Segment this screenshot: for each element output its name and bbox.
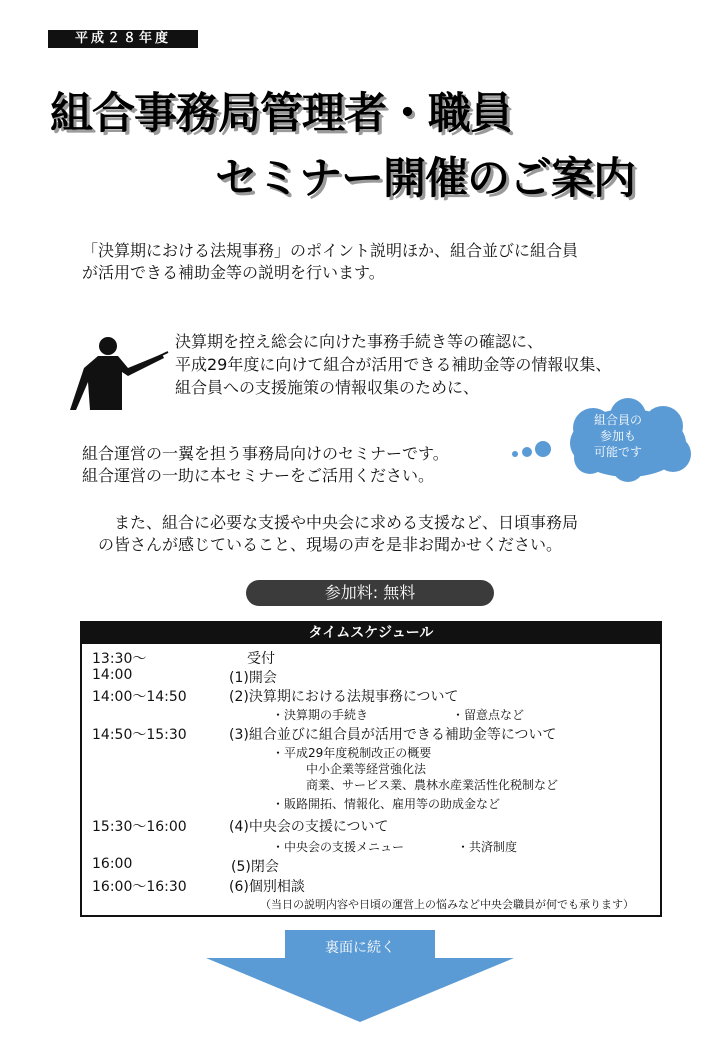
bubble-line: 可能です bbox=[593, 445, 642, 459]
closing-line: また、組合に必要な支援や中央会に求める支援など、日頃事務局 bbox=[98, 513, 579, 532]
schedule-time: 14:00 bbox=[92, 667, 133, 683]
presenter-silhouette-icon bbox=[70, 332, 170, 412]
schedule-subitem: ・販路開拓、情報化、雇用等の助成金など bbox=[272, 797, 501, 811]
closing-line: の皆さんが感じていること、現場の声を是非お聞かせください。 bbox=[98, 535, 563, 554]
schedule-item: 受付 bbox=[247, 651, 275, 667]
schedule-item: (6)個別相談 bbox=[229, 879, 305, 895]
schedule-subitem: ・留意点など bbox=[452, 708, 525, 722]
schedule-item: (1)開会 bbox=[229, 670, 277, 686]
schedule-time: 14:00〜14:50 bbox=[92, 689, 187, 705]
schedule-title: タイムスケジュール bbox=[82, 623, 660, 644]
target-line: 組合運営の一助に本セミナーをご活用ください。 bbox=[82, 466, 435, 485]
schedule-subitem: 商業、サービス業、農林水産業活性化税制など bbox=[306, 778, 559, 792]
schedule-table bbox=[80, 621, 662, 917]
schedule-subitem: ・共済制度 bbox=[457, 840, 518, 854]
schedule-note: （当日の説明内容や日頃の運営上の悩みなど中央会職員が何でも承ります） bbox=[260, 898, 634, 911]
schedule-subitem: 中小企業等経営強化法 bbox=[306, 762, 427, 776]
schedule-item: (5)閉会 bbox=[231, 859, 279, 875]
bubble-line: 参加も bbox=[599, 429, 636, 443]
schedule-subitem: ・決算期の手続き bbox=[272, 708, 369, 722]
schedule-time: 15:30〜16:00 bbox=[92, 819, 187, 835]
schedule-time: 13:30〜 bbox=[92, 651, 147, 667]
target-line: 組合運営の一翼を担う事務局向けのセミナーです。 bbox=[82, 444, 449, 463]
page-title-line1: 組合事務局管理者・職員 bbox=[50, 89, 512, 139]
intro-line: が活用できる補助金等の説明を行います。 bbox=[82, 263, 385, 282]
page-title-line2: セミナー開催のご案内 bbox=[215, 154, 635, 204]
schedule-time: 16:00〜16:30 bbox=[92, 879, 187, 895]
fiscal-year-badge: 平成２８年度 bbox=[48, 30, 198, 48]
fee-badge: 参加料: 無料 bbox=[246, 580, 494, 606]
intro-line: 「決算期における法規事務」のポイント説明ほか、組合並びに組合員 bbox=[82, 241, 579, 260]
schedule-body bbox=[82, 644, 660, 917]
schedule-item: (4)中央会の支援について bbox=[229, 819, 389, 835]
schedule-subitem: ・中央会の支援メニュー bbox=[272, 840, 405, 854]
purpose-paragraph bbox=[175, 330, 695, 399]
schedule-item: (3)組合並びに組合員が活用できる補助金等について bbox=[229, 727, 557, 743]
schedule-time: 14:50〜15:30 bbox=[92, 727, 187, 743]
intro-paragraph bbox=[82, 240, 682, 284]
bubble-line: 組合員の bbox=[593, 413, 642, 427]
closing-paragraph bbox=[98, 512, 698, 556]
purpose-line: 平成29年度に向けて組合が活用できる補助金等の情報収集、 bbox=[175, 355, 612, 374]
continue-label: 裏面に続く bbox=[325, 940, 395, 956]
target-paragraph bbox=[82, 443, 602, 487]
purpose-line: 組合員への支援施策の情報収集のために、 bbox=[175, 378, 480, 397]
schedule-time: 16:00 bbox=[92, 856, 133, 872]
schedule-item: (2)決算期における法規事務について bbox=[229, 689, 459, 705]
schedule-subitem: ・平成29年度税制改正の概要 bbox=[272, 746, 432, 760]
purpose-line: 決算期を控え総会に向けた事務手続き等の確認に、 bbox=[175, 332, 544, 351]
